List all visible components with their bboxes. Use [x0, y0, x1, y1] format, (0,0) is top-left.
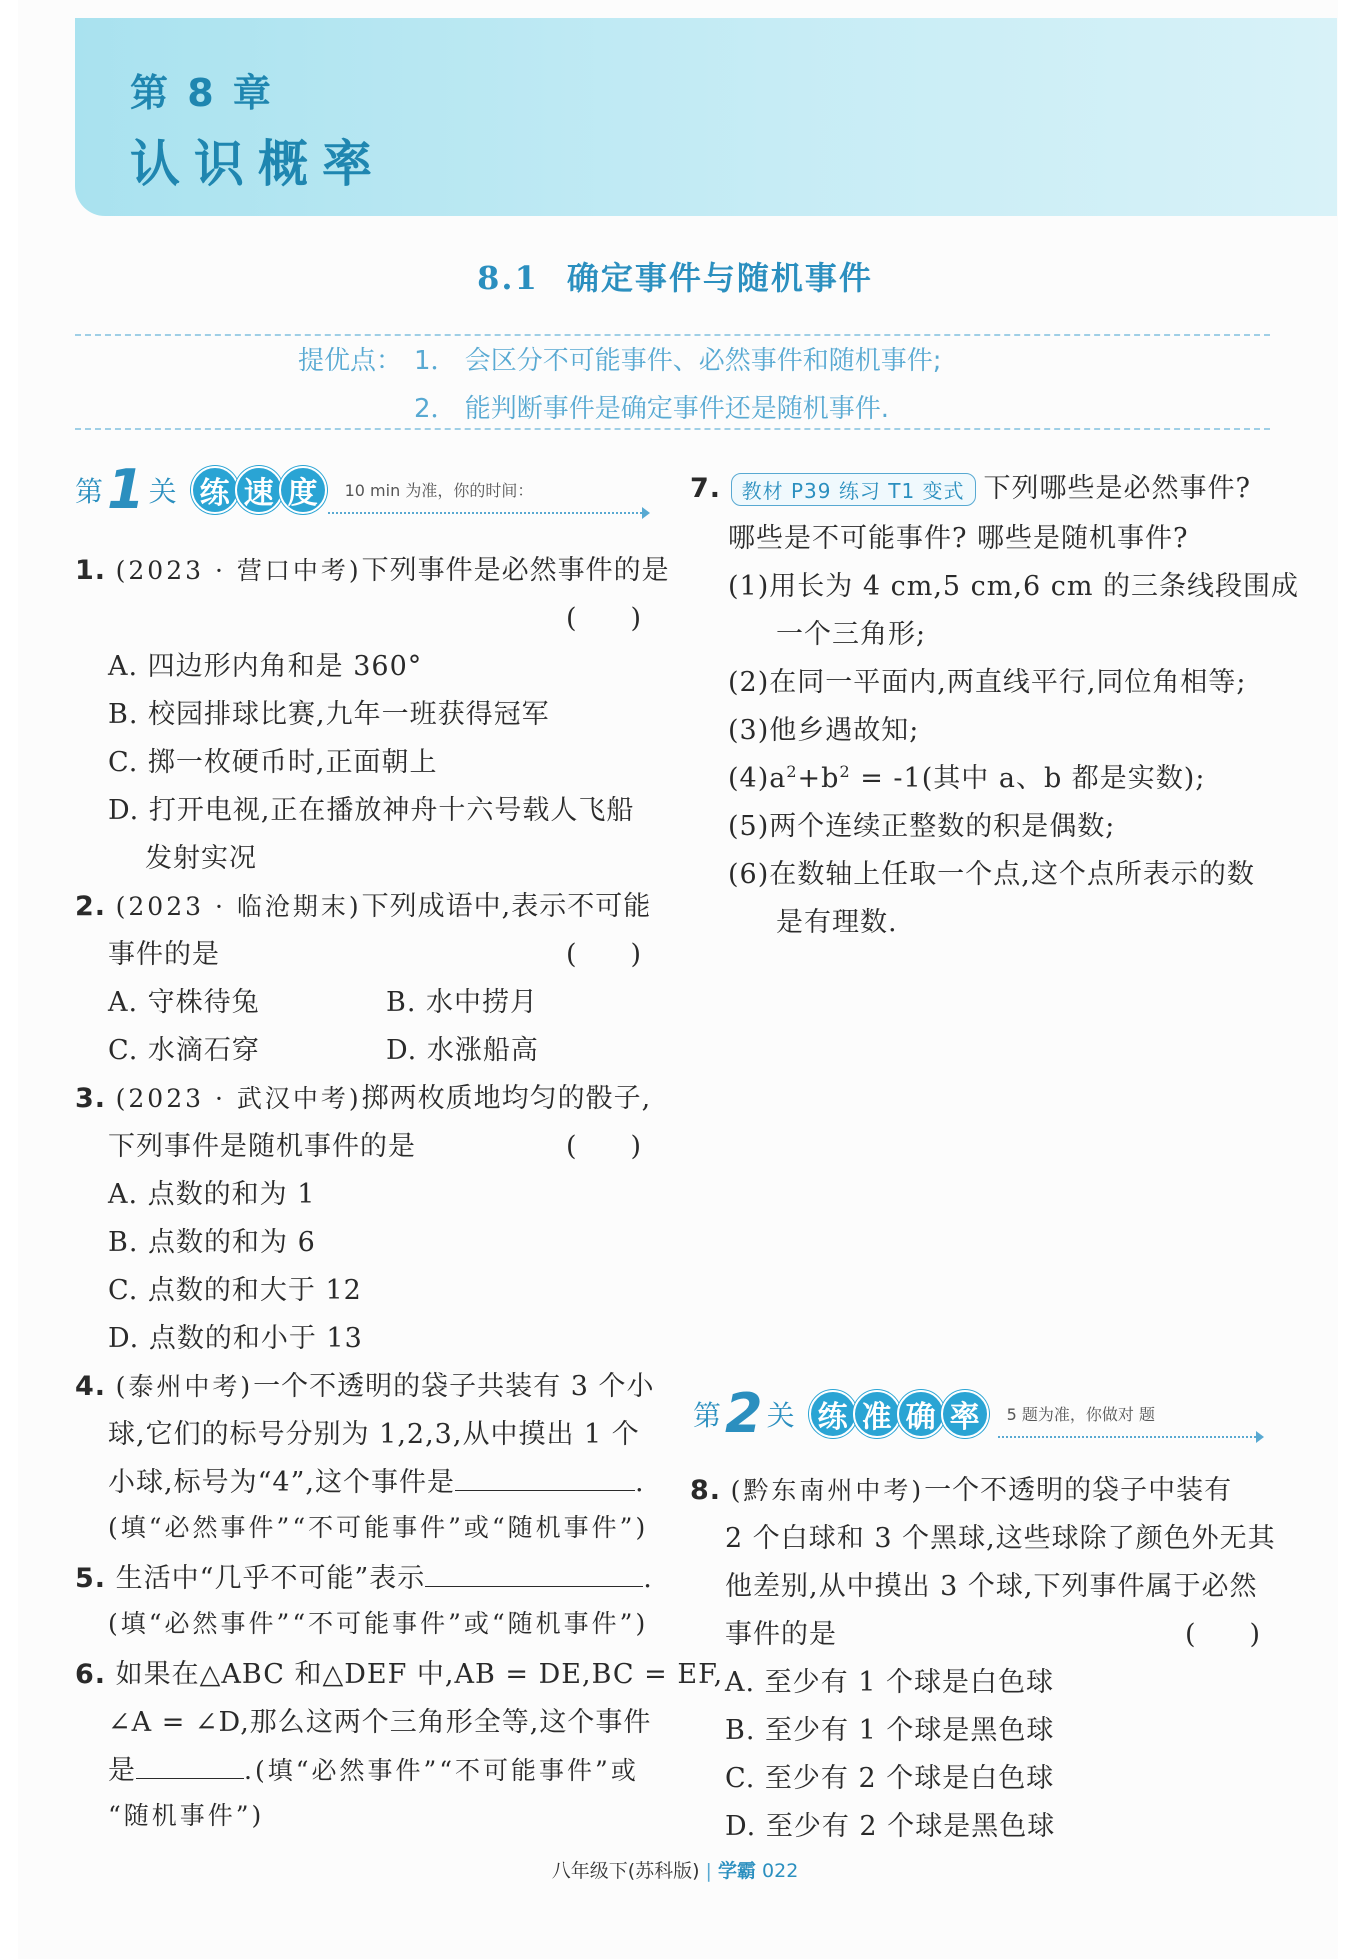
q6-line-3	[108, 1748, 639, 1787]
q1-option-d: D. 打开电视,正在播放神舟十六号载人飞船	[108, 795, 635, 826]
q4-period: .	[634, 1467, 645, 1498]
q4-line-2: 球,它们的标号分别为 1,2,3,从中摸出 1 个	[108, 1419, 640, 1450]
q3-answer-paren: ( )	[566, 1131, 642, 1162]
q3-number: 3.	[75, 1083, 107, 1114]
q8-answer-paren: ( )	[1185, 1619, 1261, 1650]
q3-stem-cont: 下列事件是随机事件的是	[108, 1131, 416, 1162]
q5-period: .	[643, 1563, 653, 1594]
q7-item-4-c: = -1(其中 a、b 都是实数);	[850, 763, 1206, 794]
q6-hint: .(填“必然事件”“不可能事件”或	[244, 1756, 639, 1785]
footer-separator: |	[705, 1860, 712, 1882]
q5-stem	[75, 1556, 653, 1595]
level-1-char: 速	[235, 466, 283, 514]
q8-text: 一个不透明的袋子中装有	[924, 1475, 1233, 1506]
tips-label: 提优点：	[298, 346, 403, 376]
q8-stem	[690, 1468, 1232, 1507]
q2-answer-paren: ( )	[566, 939, 642, 970]
section-heading	[0, 253, 1350, 299]
level-2-char: 准	[853, 1390, 901, 1438]
q8-option-a: A. 至少有 1 个球是白色球	[725, 1667, 1055, 1698]
tips-bottom-divider	[75, 428, 1270, 430]
q7-item-4-a: (4)a	[728, 763, 787, 794]
level-2-char: 率	[941, 1390, 989, 1438]
q4-text: 一个不透明的袋子共装有 3 个小	[253, 1371, 655, 1402]
q5-answer-blank[interactable]	[425, 1560, 643, 1587]
q3-option-a: A. 点数的和为 1	[108, 1179, 316, 1210]
q7-text: 下列哪些是必然事件?	[983, 473, 1252, 504]
level-2-note: 5 题为准，你做对 题	[1006, 1405, 1155, 1424]
q1-number: 1.	[75, 555, 107, 586]
tip-2: 2． 能判断事件是确定事件还是随机事件.	[414, 394, 890, 424]
level-2-prefix: 第	[693, 1398, 722, 1432]
q2-source: (2023 · 临沧期末)	[115, 892, 362, 921]
page-number: 022	[762, 1860, 799, 1882]
q7-number: 7.	[690, 473, 722, 504]
q6-answer-blank[interactable]	[136, 1752, 244, 1779]
level-2-arrow	[998, 1436, 1260, 1438]
q7-item-4-sup1: 2	[786, 762, 798, 781]
q6-hint-cont: “随机事件”)	[108, 1801, 265, 1830]
q1-answer-paren: ( )	[566, 603, 642, 634]
level-1-note: 10 min 为准，你的时间：	[344, 481, 534, 500]
q7-item-4-b: +b	[797, 763, 840, 794]
q7-item-1-cont: 一个三角形;	[776, 619, 927, 650]
footer-brand: 学霸	[717, 1860, 756, 1882]
q3-option-b: B. 点数的和为 6	[108, 1227, 316, 1258]
q4-answer-blank[interactable]	[455, 1464, 635, 1491]
q7-item-2: (2)在同一平面内,两直线平行,同位角相等;	[728, 667, 1247, 698]
q8-source: (黔东南州中考)	[730, 1476, 925, 1505]
q7-item-3: (3)他乡遇故知;	[728, 715, 920, 746]
q4-source: (泰州中考)	[115, 1372, 254, 1401]
q1-option-b: B. 校园排球比赛,九年一班获得冠军	[108, 699, 550, 730]
q5-number: 5.	[75, 1563, 107, 1594]
chapter-number: 第 8 章	[130, 71, 274, 115]
q4-line-3	[108, 1460, 645, 1499]
q8-line-4: 事件的是	[725, 1619, 837, 1650]
q8-option-c: C. 至少有 2 个球是白色球	[725, 1763, 1055, 1794]
q6-text: 如果在△ABC 和△DEF 中,AB = DE,BC = EF,	[115, 1659, 724, 1690]
q3-option-c: C. 点数的和大于 12	[108, 1275, 362, 1306]
q2-option-d: D. 水涨船高	[386, 1035, 539, 1066]
q1-text: 下列事件是必然事件的是	[361, 555, 670, 586]
level-2-char: 确	[897, 1390, 945, 1438]
q8-number: 8.	[690, 1475, 722, 1506]
q6-stem	[75, 1652, 723, 1691]
q7-item-6: (6)在数轴上任取一个点,这个点所表示的数	[728, 859, 1255, 890]
q6-number: 6.	[75, 1659, 107, 1690]
q7-item-6-cont: 是有理数.	[776, 907, 898, 938]
q2-stem-cont: 事件的是	[108, 939, 220, 970]
level-1-prefix: 第	[75, 474, 104, 508]
q3-stem	[75, 1076, 651, 1115]
q1-stem	[75, 548, 670, 587]
q1-option-d-cont: 发射实况	[145, 843, 257, 874]
tips-top-divider	[75, 334, 1270, 336]
level-2-char: 练	[809, 1390, 857, 1438]
q8-line-2: 2 个白球和 3 个黑球,这些球除了颜色外无其	[725, 1523, 1276, 1554]
q7-line-2: 哪些是不可能事件? 哪些是随机事件?	[728, 523, 1189, 554]
section-title: 确定事件与随机事件	[566, 259, 873, 297]
q7-item-5: (5)两个连续正整数的积是偶数;	[728, 811, 1116, 842]
level-1-number: 1	[107, 458, 145, 521]
q5-hint: (填“必然事件”“不可能事件”或“随机事件”)	[108, 1609, 649, 1638]
q7-item-4-sup2: 2	[839, 762, 851, 781]
q5-text: 生活中“几乎不可能”表示	[115, 1563, 426, 1594]
level-2-number: 2	[725, 1382, 763, 1445]
q6-text-3a: 是	[108, 1755, 136, 1786]
footer-grade: 八年级下(苏科版)	[551, 1860, 700, 1882]
q4-number: 4.	[75, 1371, 107, 1402]
q8-option-d: D. 至少有 2 个球是黑色球	[725, 1811, 1056, 1842]
q1-option-a: A. 四边形内角和是 360°	[108, 651, 423, 682]
q1-option-c: C. 掷一枚硬币时,正面朝上	[108, 747, 438, 778]
q6-line-2: ∠A = ∠D,那么这两个三角形全等,这个事件	[108, 1707, 652, 1738]
q3-option-d: D. 点数的和小于 13	[108, 1323, 363, 1354]
q3-text: 掷两枚质地均匀的骰子,	[361, 1083, 652, 1114]
level-2-suffix: 关	[766, 1398, 795, 1432]
q2-option-a: A. 守株待兔	[108, 987, 260, 1018]
q7-item-1: (1)用长为 4 cm,5 cm,6 cm 的三条线段围成	[728, 571, 1300, 602]
level-1-char: 度	[279, 466, 327, 514]
q7-item-4	[728, 756, 1205, 795]
q4-stem	[75, 1364, 655, 1403]
q2-option-c: C. 水滴石穿	[108, 1035, 260, 1066]
q8-option-b: B. 至少有 1 个球是黑色球	[725, 1715, 1055, 1746]
q2-number: 2.	[75, 891, 107, 922]
q8-line-3: 他差别,从中摸出 3 个球,下列事件属于必然	[725, 1571, 1258, 1602]
q2-text: 下列成语中,表示不可能	[361, 891, 652, 922]
level-1-char: 练	[191, 466, 239, 514]
level-1-arrow	[328, 512, 646, 514]
q2-option-b: B. 水中捞月	[386, 987, 539, 1018]
q4-hint: (填“必然事件”“不可能事件”或“随机事件”)	[108, 1513, 649, 1542]
level-1-suffix: 关	[148, 474, 177, 508]
q7-stem	[690, 466, 1251, 506]
q7-textbook-badge: 教材 P39 练习 T1 变式	[731, 473, 976, 506]
tip-1: 1． 会区分不可能事件、必然事件和随机事件;	[414, 346, 942, 376]
q4-text-3: 小球,标号为“4”,这个事件是	[108, 1467, 455, 1498]
chapter-title: 认识概率	[130, 135, 386, 193]
q1-source: (2023 · 营口中考)	[115, 556, 362, 585]
q3-source: (2023 · 武汉中考)	[115, 1084, 362, 1113]
page-footer	[0, 1856, 1350, 1883]
section-number: 8.1	[477, 259, 539, 297]
q2-stem	[75, 884, 651, 923]
